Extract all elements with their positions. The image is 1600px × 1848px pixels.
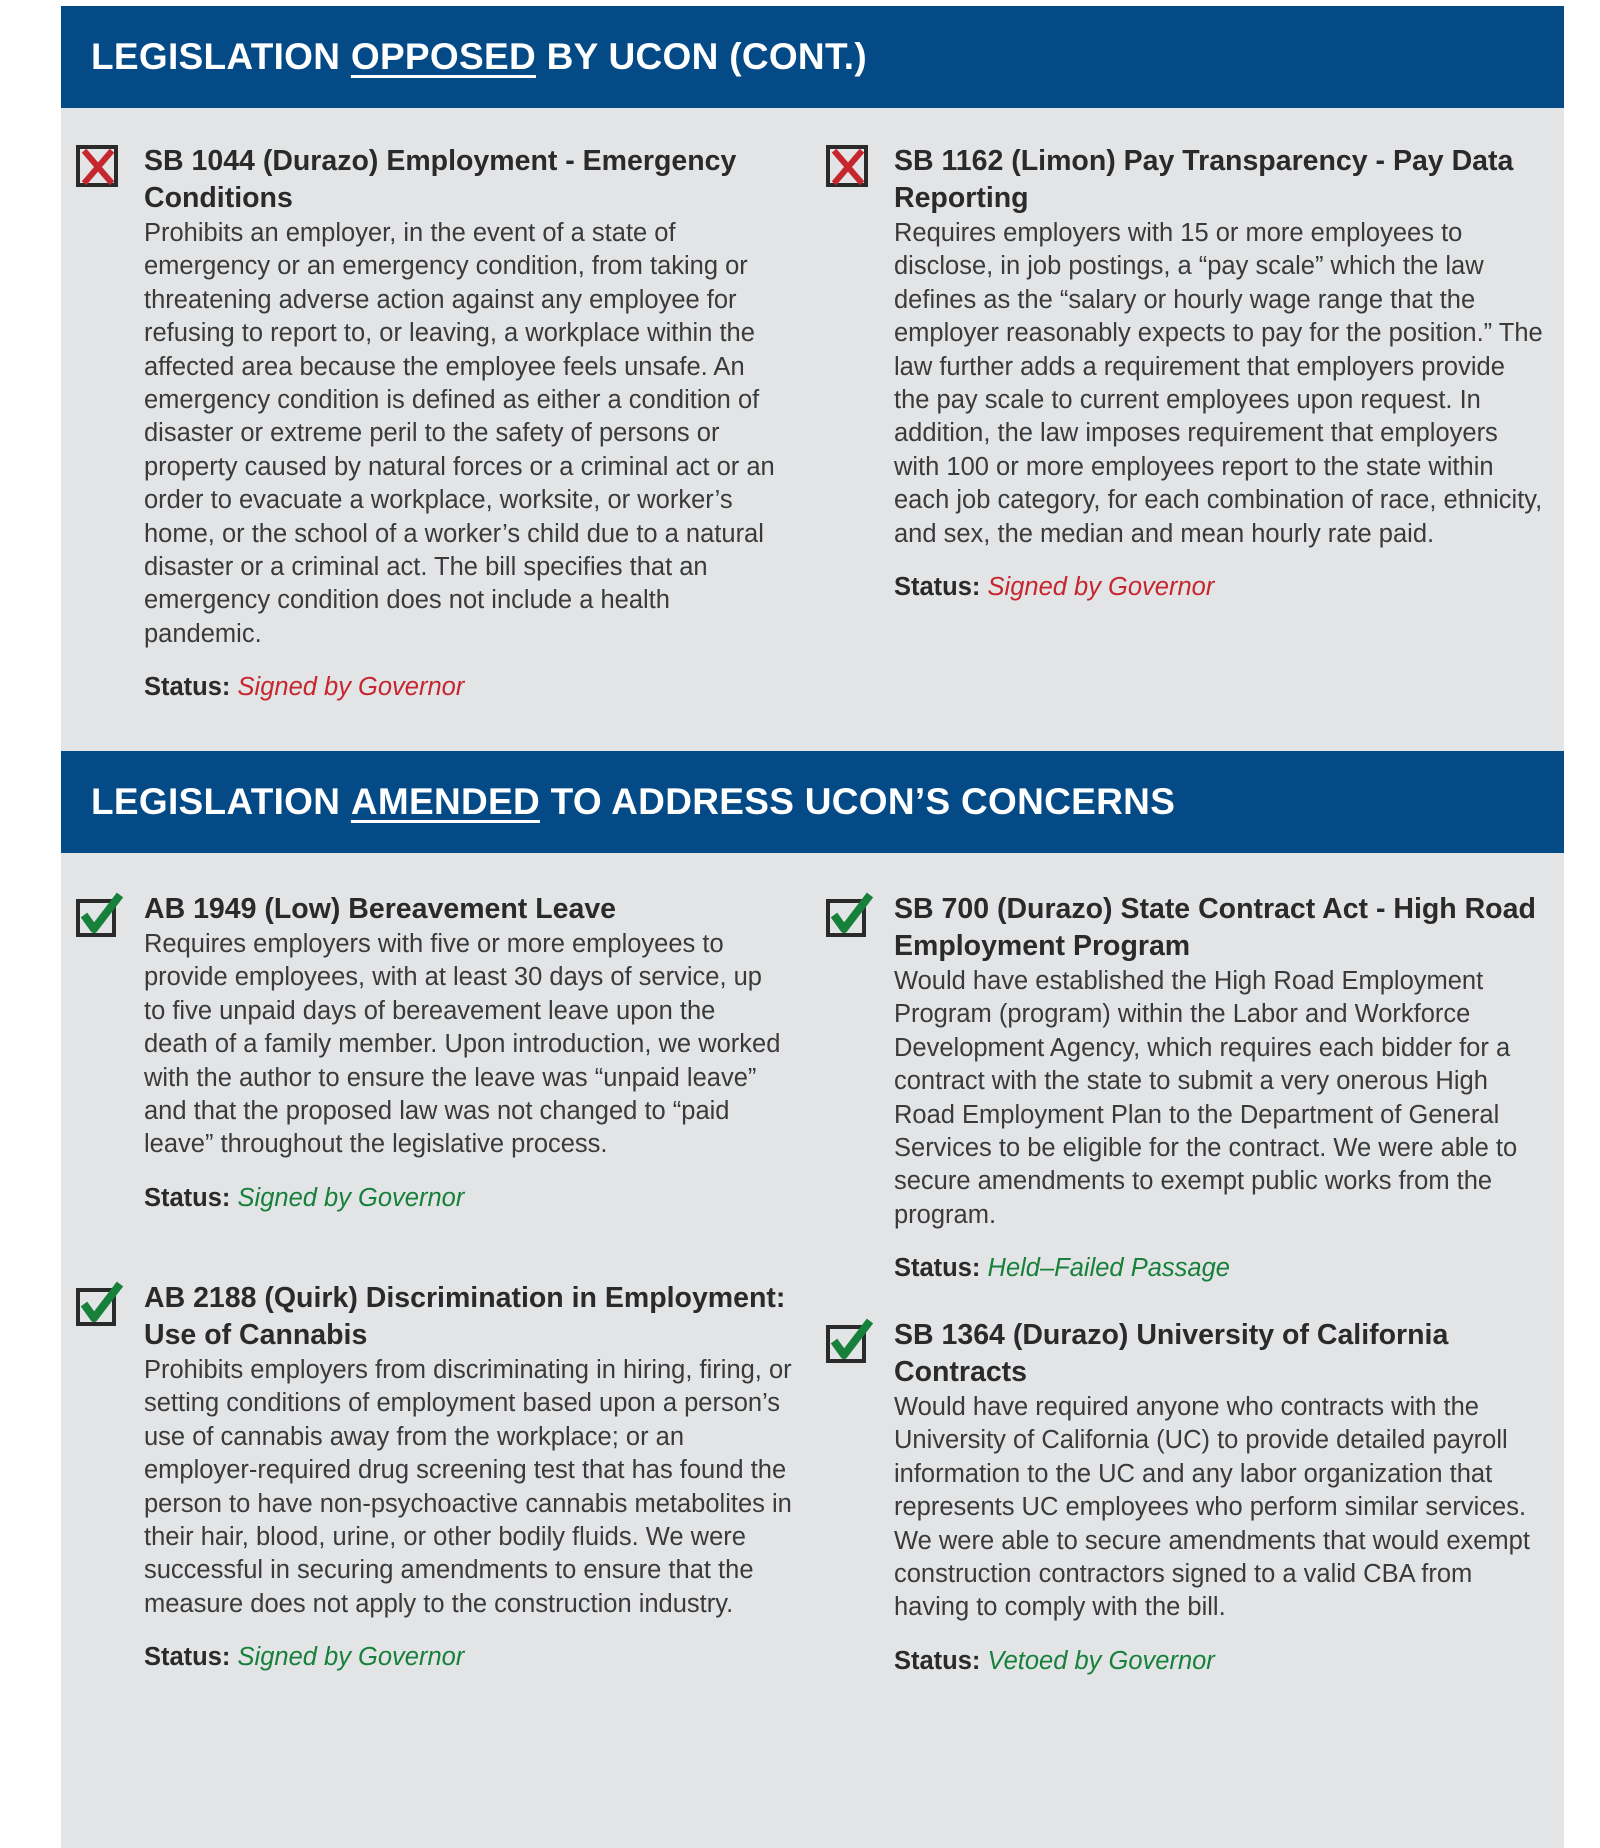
status-label: Status: bbox=[894, 1646, 981, 1675]
status-value: Held–Failed Passage bbox=[987, 1254, 1230, 1283]
status-label: Status: bbox=[144, 673, 231, 702]
document-page bbox=[61, 6, 1564, 1848]
status-value: Signed by Governor bbox=[237, 673, 465, 702]
bill-description: Would have required anyone who contracts with the University of California (UC) to provide detailed payroll information to the UC and any labor organization that represents UC employees who perform similar services. We were able to secure amendments that would exempt construction contractors signed to a valid CBA from having to comply with the bill. bbox=[894, 1393, 1530, 1622]
check-box-icon bbox=[826, 891, 874, 939]
section-header-amended bbox=[61, 751, 1564, 853]
bill-title: SB 1044 (Durazo) Employment - Emergency Conditions bbox=[144, 145, 737, 214]
bill-status bbox=[894, 1645, 1544, 1678]
bill-status bbox=[144, 671, 784, 704]
status-label: Status: bbox=[894, 1254, 981, 1283]
x-box-icon bbox=[826, 143, 874, 191]
bill-title: SB 1364 (Durazo) University of California Contracts bbox=[894, 1319, 1449, 1388]
bill-status bbox=[144, 1182, 784, 1215]
bill-title: SB 700 (Durazo) State Contract Act - High Road Employment Program bbox=[894, 893, 1536, 962]
bill-description: Requires employers with 15 or more employees to disclose, in job postings, a “pay scale” which the law defines as the “salary or hourly wage range that the employer reasonably expects to pay for the position.” The law further adds a requirement that employers provide the pay scale to current employees upon request. In addition, the law imposes requirement that employers with 100 or more employees report to the state within each job category, for each combination of race, ethnicity, and sex, the median and mean hourly rate paid. bbox=[894, 219, 1543, 548]
section-header-opposed bbox=[61, 6, 1564, 108]
status-label: Status: bbox=[144, 1643, 231, 1672]
status-value: Vetoed by Governor bbox=[987, 1646, 1215, 1675]
bill-status bbox=[894, 571, 1544, 604]
bill-item-sb1044 bbox=[144, 143, 784, 704]
bill-status bbox=[894, 1252, 1544, 1285]
section-header-prefix: LEGISLATION bbox=[91, 781, 341, 822]
status-value: Signed by Governor bbox=[237, 1643, 465, 1672]
status-label: Status: bbox=[144, 1183, 231, 1212]
section-header-suffix: TO ADDRESS UCON’S CONCERNS bbox=[550, 781, 1176, 822]
section-header-emphasis: OPPOSED bbox=[350, 36, 536, 77]
check-box-icon bbox=[826, 1317, 874, 1365]
status-value: Signed by Governor bbox=[987, 573, 1215, 602]
status-label: Status: bbox=[894, 573, 981, 602]
bill-description: Requires employers with five or more employees to provide employees, with at least 30 days of service, up to five unpaid days of bereavement leave upon the death of a family member. Upon introduction, we worked with the author to ensure the leave was “unpaid leave” and that the proposed law was not changed to “paid leave” throughout the legislative process. bbox=[144, 930, 781, 1159]
status-value: Signed by Governor bbox=[237, 1183, 465, 1212]
bill-title: SB 1162 (Limon) Pay Transparency - Pay Data Reporting bbox=[894, 145, 1514, 214]
bill-item-ab1949 bbox=[144, 891, 784, 1215]
bill-description: Would have established the High Road Employment Program (program) within the Labor and Workforce Development Agency, which requires each bidder for a contract with the state to submit a very onerous High Road Employment Plan to the Department of General Services to be eligible for the contract. We were able to secure amendments to exempt public works from the program. bbox=[894, 967, 1518, 1229]
bill-item-sb1364 bbox=[894, 1317, 1544, 1678]
bill-title: AB 2188 (Quirk) Discrimination in Employment: Use of Cannabis bbox=[144, 1282, 786, 1351]
bill-item-sb700 bbox=[894, 891, 1544, 1285]
bill-description: Prohibits an employer, in the event of a state of emergency or an emergency condition, from taking or threatening adverse action against any employee for refusing to report to, or leaving, a workplace within the affected area because the employee feels unsafe. An emergency condition is defined as either a condition of disaster or extreme peril to the safety of persons or property caused by natural forces or a criminal act or an order to evacuate a workplace, worksite, or worker’s home, or the school of a worker’s child due to a natural disaster or a criminal act. The bill specifies that an emergency condition does not include a health pandemic. bbox=[144, 219, 775, 648]
bill-item-ab2188 bbox=[144, 1280, 794, 1674]
bill-title: AB 1949 (Low) Bereavement Leave bbox=[144, 893, 617, 925]
bill-item-sb1162 bbox=[894, 143, 1544, 604]
section-header-prefix: LEGISLATION bbox=[91, 36, 341, 77]
check-box-icon bbox=[76, 891, 124, 939]
section-header-emphasis: AMENDED bbox=[350, 781, 541, 822]
check-box-icon bbox=[76, 1280, 124, 1328]
section-header-suffix: BY UCON (CONT.) bbox=[546, 36, 867, 77]
bill-status bbox=[144, 1641, 794, 1674]
x-box-icon bbox=[76, 143, 124, 191]
bill-description: Prohibits employers from discriminating in hiring, firing, or setting conditions of employment based upon a person’s use of cannabis away from the workplace; or an employer-required drug screening test that has found the person to have non-psychoactive cannabis metabolites in their hair, blood, urine, or other bodily fluids. We were successful in securing amendments to ensure that the measure does not apply to the construction industry. bbox=[144, 1356, 792, 1618]
